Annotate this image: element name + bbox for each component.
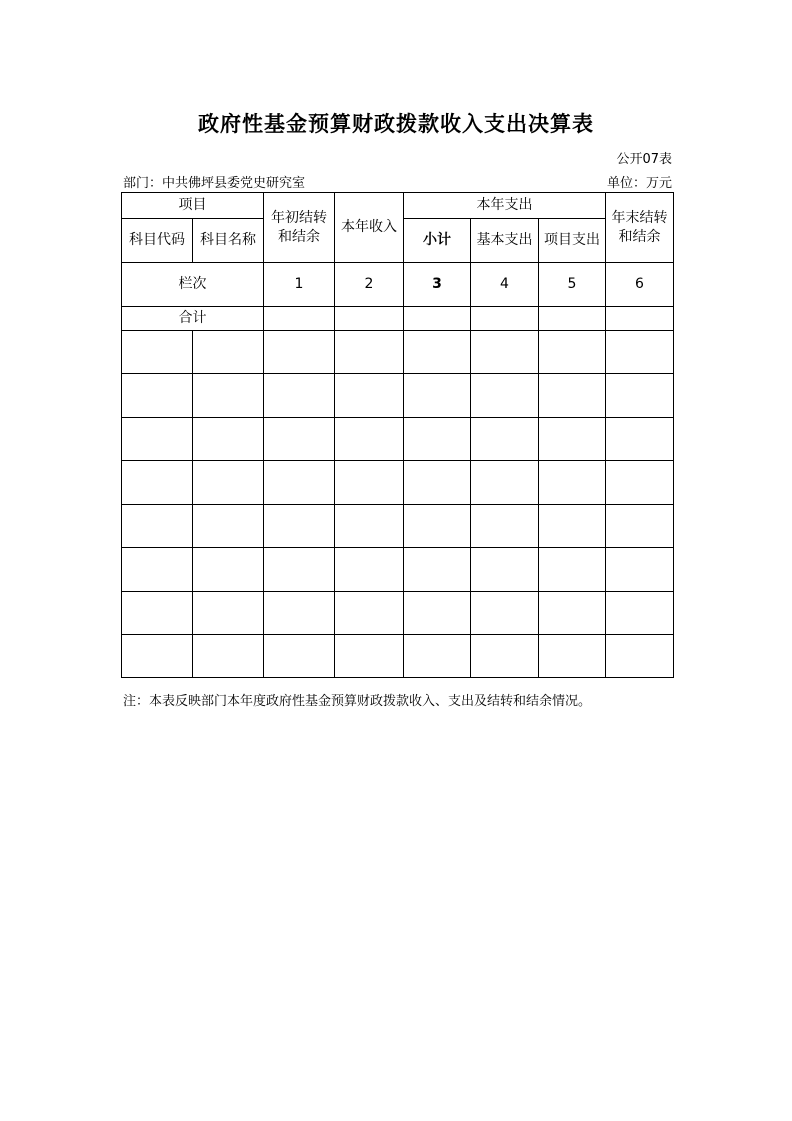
table-cell <box>122 635 193 678</box>
table-cell <box>404 461 471 505</box>
table-row <box>122 374 674 418</box>
table-cell <box>335 635 404 678</box>
table-cell <box>606 592 674 635</box>
table-cell <box>264 374 335 418</box>
table-cell <box>264 307 335 331</box>
table-cell <box>122 592 193 635</box>
table-cell <box>539 548 606 592</box>
table-cell <box>539 461 606 505</box>
table-cell <box>122 548 193 592</box>
table-cell <box>471 418 539 461</box>
table-cell <box>539 418 606 461</box>
table-cell <box>122 418 193 461</box>
table-row <box>122 635 674 678</box>
header-closing-balance <box>606 193 674 263</box>
table-cell <box>606 548 674 592</box>
table-cell <box>471 635 539 678</box>
table-cell <box>193 374 264 418</box>
table-cell <box>122 331 193 374</box>
header-subtotal: 小计 <box>404 219 471 263</box>
table-cell <box>193 505 264 548</box>
header-subject-name: 科目名称 <box>193 219 264 263</box>
table-cell <box>335 505 404 548</box>
header-row-1 <box>122 193 674 219</box>
footnote: 注：本表反映部门本年度政府性基金预算财政拨款收入、支出及结转和结余情况。 <box>123 694 592 709</box>
table-cell <box>193 548 264 592</box>
table-cell <box>471 548 539 592</box>
column-number-3: 3 <box>404 263 471 307</box>
table-cell <box>606 505 674 548</box>
table-cell <box>335 548 404 592</box>
table-row <box>122 331 674 374</box>
total-label: 合计 <box>122 307 264 331</box>
table-cell <box>264 548 335 592</box>
table-cell <box>404 635 471 678</box>
table-cell <box>122 374 193 418</box>
column-number-4: 4 <box>471 263 539 307</box>
table-cell <box>264 461 335 505</box>
header-basic-expense: 基本支出 <box>471 219 539 263</box>
header-current-expense: 本年支出 <box>404 193 606 219</box>
column-number-5: 5 <box>539 263 606 307</box>
table-cell <box>264 331 335 374</box>
column-number-6: 6 <box>606 263 674 307</box>
header-project-expense: 项目支出 <box>539 219 606 263</box>
table-cell <box>404 418 471 461</box>
header-current-income: 本年收入 <box>335 193 404 263</box>
table-cell <box>264 592 335 635</box>
header-closing-balance-line2: 和结余 <box>618 228 661 245</box>
table-cell <box>471 331 539 374</box>
page-title: 政府性基金预算财政拨款收入支出决算表 <box>198 112 594 136</box>
table-cell <box>335 592 404 635</box>
table-cell <box>404 548 471 592</box>
table-cell <box>471 374 539 418</box>
header-closing-balance-line1: 年末结转 <box>611 209 668 226</box>
header-subject-code: 科目代码 <box>122 219 193 263</box>
column-index-label: 栏次 <box>122 263 264 307</box>
table-cell <box>404 592 471 635</box>
table-row <box>122 418 674 461</box>
table-cell <box>335 374 404 418</box>
table-cell <box>193 461 264 505</box>
table-cell <box>404 307 471 331</box>
total-row <box>122 307 674 331</box>
table-cell <box>606 307 674 331</box>
table-cell <box>264 635 335 678</box>
table-cell <box>539 307 606 331</box>
form-number: 公开07表 <box>616 152 672 167</box>
table-cell <box>193 635 264 678</box>
header-opening-balance-line2: 和结余 <box>278 228 320 245</box>
column-index-row <box>122 263 674 307</box>
column-number-1: 1 <box>264 263 335 307</box>
table-row <box>122 592 674 635</box>
header-opening-balance-line1: 年初结转 <box>271 209 327 226</box>
table-cell <box>122 461 193 505</box>
table-cell <box>335 461 404 505</box>
table-cell <box>264 505 335 548</box>
column-number-2: 2 <box>335 263 404 307</box>
table-cell <box>404 505 471 548</box>
table-cell <box>335 418 404 461</box>
table-cell <box>606 461 674 505</box>
table-cell <box>193 418 264 461</box>
table-cell <box>471 592 539 635</box>
table-row <box>122 505 674 548</box>
table-cell <box>606 374 674 418</box>
header-opening-balance <box>264 193 335 263</box>
table-cell <box>193 592 264 635</box>
unit-label: 单位：万元 <box>606 176 672 191</box>
table-cell <box>606 635 674 678</box>
table-cell <box>539 331 606 374</box>
table-cell <box>606 331 674 374</box>
table-cell <box>539 374 606 418</box>
table-cell <box>471 307 539 331</box>
table-cell <box>404 331 471 374</box>
table-cell <box>335 331 404 374</box>
table-row <box>122 548 674 592</box>
table-cell <box>539 592 606 635</box>
table-cell <box>404 374 471 418</box>
table-row <box>122 461 674 505</box>
table-cell <box>122 505 193 548</box>
table-cell <box>539 505 606 548</box>
table-cell <box>264 418 335 461</box>
table-cell <box>335 307 404 331</box>
table-cell <box>539 635 606 678</box>
table-cell <box>471 505 539 548</box>
budget-table <box>121 192 674 678</box>
table-cell <box>193 331 264 374</box>
department-label: 部门：中共佛坪县委党史研究室 <box>123 176 306 191</box>
header-item: 项目 <box>122 193 264 219</box>
table-cell <box>606 418 674 461</box>
table-cell <box>471 461 539 505</box>
